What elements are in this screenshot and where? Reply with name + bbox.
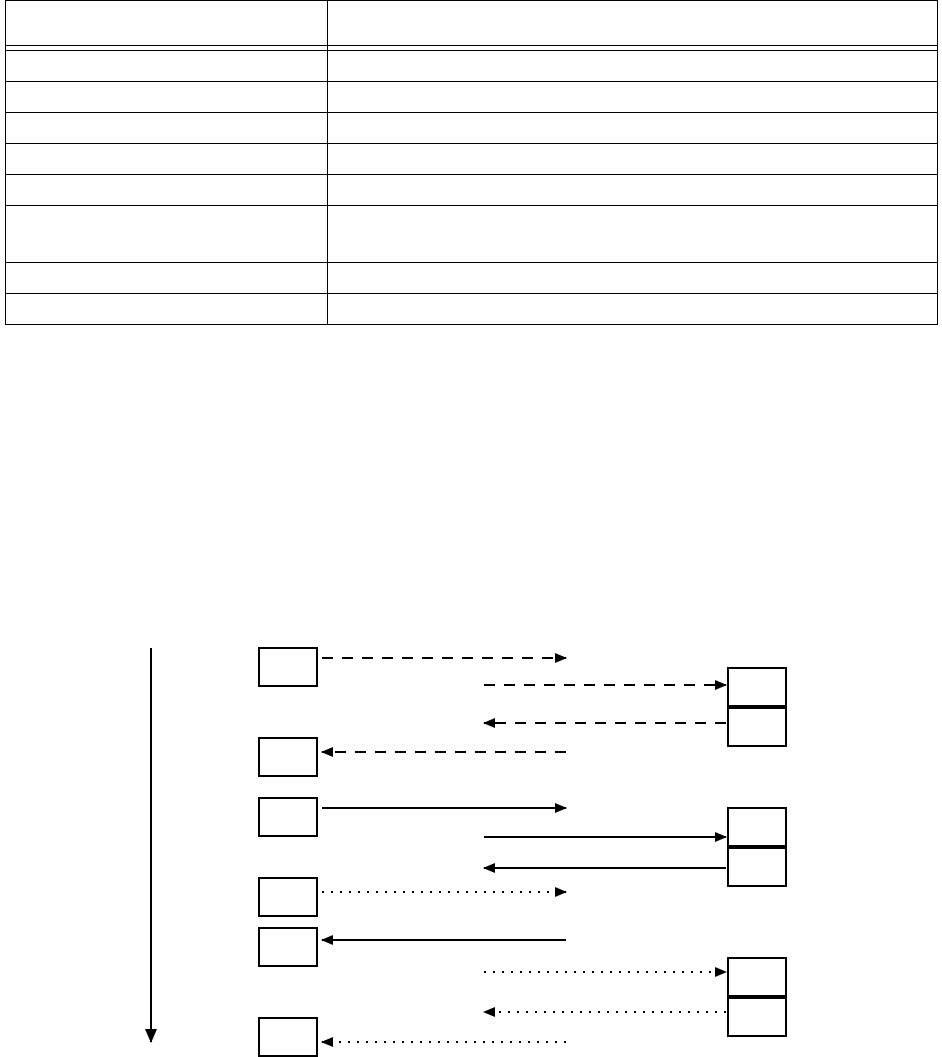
right-node-6[interactable] bbox=[728, 998, 786, 1036]
left-node-3[interactable] bbox=[259, 798, 317, 836]
table-row bbox=[6, 82, 938, 113]
left-node-5[interactable] bbox=[259, 928, 317, 966]
left-node-6[interactable] bbox=[259, 1018, 317, 1056]
table-cell bbox=[6, 206, 328, 263]
table-row bbox=[6, 263, 938, 294]
sequence-diagram bbox=[0, 610, 942, 1057]
table-row bbox=[6, 175, 938, 206]
specification-table bbox=[5, 0, 938, 325]
table-cell bbox=[328, 263, 938, 294]
right-node-3[interactable] bbox=[728, 808, 786, 846]
right-node-1[interactable] bbox=[728, 668, 786, 706]
table-row bbox=[6, 144, 938, 175]
table-row bbox=[6, 294, 938, 325]
left-node-2[interactable] bbox=[259, 738, 317, 776]
table-cell bbox=[328, 175, 938, 206]
table-cell bbox=[6, 51, 328, 82]
table-row bbox=[6, 1, 938, 46]
table-cell bbox=[328, 294, 938, 325]
right-node-4[interactable] bbox=[728, 848, 786, 886]
table-cell bbox=[6, 263, 328, 294]
table-row bbox=[6, 206, 938, 263]
table-cell bbox=[328, 51, 938, 82]
table-cell bbox=[6, 1, 328, 46]
table-cell bbox=[6, 82, 328, 113]
table-cell bbox=[6, 113, 328, 144]
table-cell bbox=[6, 175, 328, 206]
table-cell bbox=[328, 206, 938, 263]
table-row bbox=[6, 113, 938, 144]
table-cell bbox=[328, 82, 938, 113]
table-cell bbox=[328, 113, 938, 144]
left-node-1[interactable] bbox=[259, 648, 317, 686]
table-row bbox=[6, 51, 938, 82]
left-node-4[interactable] bbox=[259, 878, 317, 916]
table-cell bbox=[6, 144, 328, 175]
right-node-2[interactable] bbox=[728, 708, 786, 746]
table-cell bbox=[328, 1, 938, 46]
table-cell bbox=[6, 294, 328, 325]
right-node-5[interactable] bbox=[728, 958, 786, 996]
table-body bbox=[6, 1, 938, 325]
table-cell bbox=[328, 144, 938, 175]
